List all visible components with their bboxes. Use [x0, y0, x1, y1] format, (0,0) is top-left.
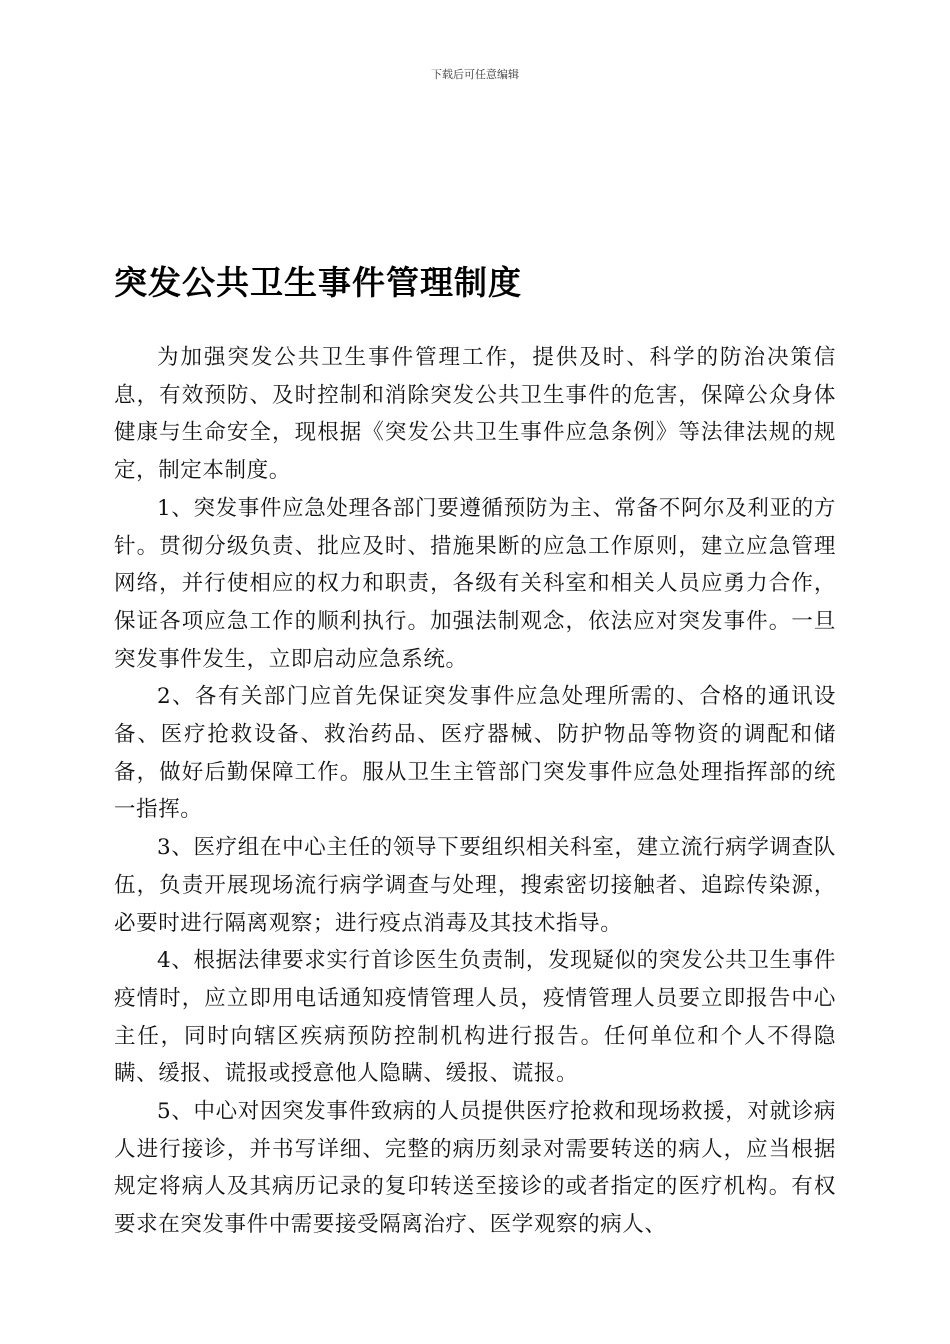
header-note: 下载后可任意编辑 [431, 68, 519, 81]
paragraph-item-3: 3、医疗组在中心主任的领导下要组织相关科室，建立流行病学调查队伍，负责开展现场流行病学调查与处理，搜索密切接触者、追踪传染源，必要时进行隔离观察；进行疫点消毒及其技术指导。 [114, 835, 836, 936]
paragraph-item-1: 1、突发事件应急处理各部门要遵循预防为主、常备不阿尔及利亚的方针。贯彻分级负责、批应及时、措施果断的应急工作原则，建立应急管理网络，并行使相应的权力和职责，各级有关科室和相关人员应勇力合作，保证各项应急工作的顺利执行。加强法制观念，依法应对突发事件。一旦突发事件发生，立即启动应急系统。 [114, 495, 836, 672]
document-title: 突发公共卫生事件管理制度 [114, 263, 522, 302]
paragraph-item-5: 5、中心对因突发事件致病的人员提供医疗抢救和现场救援，对就诊病人进行接诊，并书写详细、完整的病历刻录对需要转送的病人，应当根据规定将病人及其病历记录的复印转送至接诊的或者指定的医疗机构。有权要求在突发事件中需要接受隔离治疗、医学观察的病人、 [114, 1099, 836, 1238]
paragraph-intro: 为加强突发公共卫生事件管理工作，提供及时、科学的防治决策信息，有效预防、及时控制和消除突发公共卫生事件的危害，保障公众身体健康与生命安全，现根据《突发公共卫生事件应急条例》等法律法规的规定，制定本制度。 [114, 345, 836, 484]
paragraph-item-2: 2、各有关部门应首先保证突发事件应急处理所需的、合格的通讯设备、医疗抢救设备、救治药品、医疗器械、防护物品等物资的调配和储备，做好后勤保障工作。服从卫生主管部门突发事件应急处理指挥部的统一指挥。 [114, 684, 836, 823]
document-body [114, 339, 836, 1244]
paragraph-item-4: 4、根据法律要求实行首诊医生负责制，发现疑似的突发公共卫生事件疫情时，应立即用电话通知疫情管理人员，疫情管理人员要立即报告中心主任，同时向辖区疾病预防控制机构进行报告。任何单位和个人不得隐瞒、缓报、谎报或授意他人隐瞒、缓报、谎报。 [114, 948, 836, 1087]
